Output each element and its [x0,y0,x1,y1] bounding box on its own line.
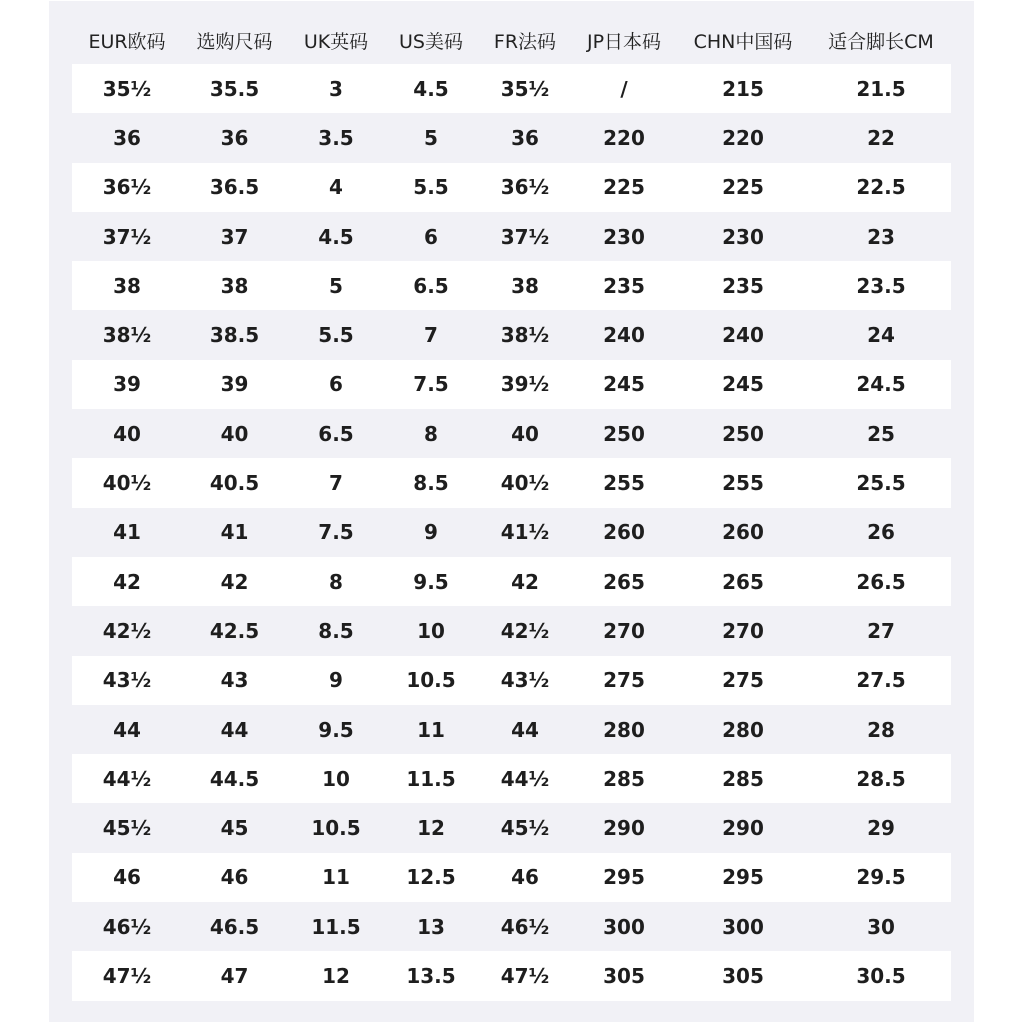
cell-uk: 9.5 [318,717,354,742]
cell-fr: 36½ [500,175,550,200]
cell-fr: 44 [511,717,539,742]
cell-foot-length: 23 [867,224,895,249]
cell-foot-length: 26.5 [856,569,906,594]
cell-uk: 11.5 [311,914,361,939]
cell-chn: 225 [722,175,764,200]
cell-uk: 3.5 [318,125,354,150]
cell-us: 6.5 [413,273,449,298]
cell-chn: 290 [722,816,764,841]
cell-uk: 10 [322,766,350,791]
header-uk: UK英码 [303,30,369,53]
cell-uk: 7.5 [318,520,354,545]
cell-eur: 42 [113,569,141,594]
cell-selected-size: 45 [220,816,249,841]
cell-selected-size: 38.5 [209,323,260,348]
cell-us: 9 [424,520,438,545]
cell-selected-size: 46.5 [209,914,260,939]
cell-eur: 38½ [102,323,152,348]
cell-jp: 225 [603,175,645,200]
table-row [72,853,951,902]
cell-foot-length: 23.5 [856,273,906,298]
table-row [72,409,951,458]
cell-jp: 285 [603,766,645,791]
cell-us: 11.5 [406,766,456,791]
cell-us: 7 [424,323,438,348]
cell-foot-length: 25 [867,421,895,446]
table-row [72,508,951,557]
cell-chn: 270 [722,618,764,643]
cell-chn: 255 [722,471,764,496]
cell-eur: 47½ [102,963,152,988]
cell-uk: 5 [329,273,343,298]
cell-us: 5 [424,125,438,150]
cell-jp: 245 [603,372,645,397]
cell-foot-length: 28 [867,717,895,742]
cell-eur: 43½ [102,668,152,693]
cell-eur: 44½ [102,766,152,791]
cell-eur: 40 [113,421,141,446]
cell-chn: 220 [722,125,764,150]
cell-jp: 305 [603,963,645,988]
cell-selected-size: 35.5 [209,76,260,101]
cell-foot-length: 30 [867,914,895,939]
cell-uk: 4 [329,175,343,200]
cell-foot-length: 27 [867,618,895,643]
cell-eur: 46 [113,865,141,890]
cell-fr: 35½ [500,76,550,101]
cell-fr: 42½ [500,618,550,643]
cell-fr: 38½ [500,323,550,348]
cell-us: 10.5 [406,668,456,693]
cell-uk: 6 [329,372,343,397]
header-chn: CHN中国码 [693,30,793,53]
cell-chn: 230 [722,224,764,249]
cell-eur: 42½ [102,618,152,643]
table-row [72,705,951,754]
cell-foot-length: 25.5 [856,471,906,496]
cell-uk: 8.5 [318,618,354,643]
cell-selected-size: 36 [220,125,249,150]
header-eur: EUR欧码 [88,30,166,53]
cell-us: 13.5 [406,963,456,988]
cell-uk: 7 [329,471,343,496]
table-row [72,212,951,261]
table-row [72,606,951,655]
table-row [72,754,951,803]
cell-uk: 4.5 [318,224,354,249]
cell-us: 8 [424,421,438,446]
cell-fr: 36 [511,125,539,150]
header-jp: JP日本码 [586,30,662,53]
cell-chn: 240 [722,323,764,348]
cell-eur: 35½ [102,76,152,101]
cell-fr: 40 [511,421,539,446]
table-row [72,458,951,507]
cell-foot-length: 22 [867,125,895,150]
cell-jp: 270 [603,618,645,643]
cell-fr: 38 [511,273,539,298]
cell-uk: 6.5 [318,421,354,446]
cell-eur: 36 [113,125,141,150]
cell-eur: 40½ [102,471,152,496]
cell-chn: 250 [722,421,764,446]
cell-selected-size: 37 [220,224,249,249]
cell-fr: 37½ [500,224,550,249]
cell-chn: 245 [722,372,764,397]
cell-us: 11 [417,717,445,742]
cell-foot-length: 26 [867,520,895,545]
cell-fr: 46½ [500,914,550,939]
cell-selected-size: 36.5 [209,175,260,200]
cell-chn: 215 [722,76,764,101]
cell-eur: 46½ [102,914,152,939]
cell-uk: 11 [322,865,350,890]
cell-selected-size: 43 [220,668,249,693]
cell-us: 7.5 [413,372,449,397]
table-row [72,261,951,310]
cell-uk: 9 [329,668,343,693]
cell-selected-size: 47 [220,963,249,988]
cell-selected-size: 46 [220,865,249,890]
cell-us: 6 [424,224,438,249]
cell-selected-size: 38 [220,273,249,298]
table-body [72,64,951,1001]
cell-fr: 44½ [500,766,550,791]
cell-us: 12.5 [406,865,456,890]
cell-jp: 235 [603,273,645,298]
cell-selected-size: 44 [220,717,249,742]
cell-jp: 260 [603,520,645,545]
cell-foot-length: 21.5 [856,76,906,101]
table-row [72,310,951,359]
cell-foot-length: 29.5 [856,865,906,890]
cell-chn: 295 [722,865,764,890]
cell-chn: 280 [722,717,764,742]
cell-us: 13 [417,914,445,939]
cell-foot-length: 28.5 [856,766,906,791]
table-row [72,951,951,1000]
table-row [72,360,951,409]
cell-eur: 44 [113,717,141,742]
cell-selected-size: 41 [220,520,249,545]
cell-fr: 39½ [500,372,550,397]
cell-jp: 220 [603,125,645,150]
cell-jp: 290 [603,816,645,841]
cell-selected-size: 42.5 [209,618,260,643]
table-row [72,64,951,113]
cell-selected-size: 40 [220,421,249,446]
cell-jp: 295 [603,865,645,890]
cell-us: 5.5 [413,175,449,200]
cell-fr: 42 [511,569,539,594]
cell-jp: 230 [603,224,645,249]
size-chart-panel [49,1,974,1022]
cell-chn: 305 [722,963,764,988]
cell-foot-length: 24 [867,323,895,348]
cell-fr: 43½ [500,668,550,693]
cell-uk: 8 [329,569,343,594]
cell-chn: 265 [722,569,764,594]
cell-chn: 300 [722,914,764,939]
cell-foot-length: 30.5 [856,963,906,988]
cell-chn: 260 [722,520,764,545]
cell-selected-size: 42 [220,569,249,594]
cell-jp: 265 [603,569,645,594]
cell-us: 9.5 [413,569,449,594]
header-us: US美码 [399,30,463,53]
cell-uk: 10.5 [311,816,361,841]
cell-foot-length: 22.5 [856,175,906,200]
cell-eur: 37½ [102,224,152,249]
cell-foot-length: 27.5 [856,668,906,693]
cell-foot-length: 24.5 [856,372,906,397]
cell-us: 4.5 [413,76,449,101]
cell-fr: 40½ [500,471,550,496]
cell-eur: 41 [113,520,141,545]
cell-selected-size: 44.5 [209,766,260,791]
cell-jp: 240 [603,323,645,348]
cell-fr: 41½ [500,520,550,545]
cell-eur: 36½ [102,175,152,200]
cell-foot-length: 29 [867,816,895,841]
table-header [72,17,951,63]
cell-jp: / [620,76,628,101]
cell-uk: 3 [329,76,343,101]
table-row [72,803,951,852]
cell-eur: 45½ [102,816,152,841]
cell-chn: 275 [722,668,764,693]
table-row [72,113,951,162]
cell-chn: 285 [722,766,764,791]
table-row [72,656,951,705]
cell-jp: 275 [603,668,645,693]
cell-jp: 300 [603,914,645,939]
cell-us: 12 [417,816,445,841]
header-foot-length: 适合脚长CM [828,30,934,53]
table-row [72,902,951,951]
cell-chn: 235 [722,273,764,298]
cell-jp: 250 [603,421,645,446]
header-selected-size: 选购尺码 [196,30,273,53]
cell-uk: 12 [322,963,350,988]
cell-selected-size: 39 [220,372,249,397]
cell-eur: 39 [113,372,141,397]
header-fr: FR法码 [493,30,557,53]
cell-selected-size: 40.5 [209,471,260,496]
cell-jp: 255 [603,471,645,496]
cell-fr: 45½ [500,816,550,841]
cell-fr: 47½ [500,963,550,988]
cell-jp: 280 [603,717,645,742]
cell-us: 10 [417,618,445,643]
table-row [72,163,951,212]
cell-us: 8.5 [413,471,449,496]
cell-eur: 38 [113,273,141,298]
cell-fr: 46 [511,865,539,890]
cell-uk: 5.5 [318,323,354,348]
table-row [72,557,951,606]
